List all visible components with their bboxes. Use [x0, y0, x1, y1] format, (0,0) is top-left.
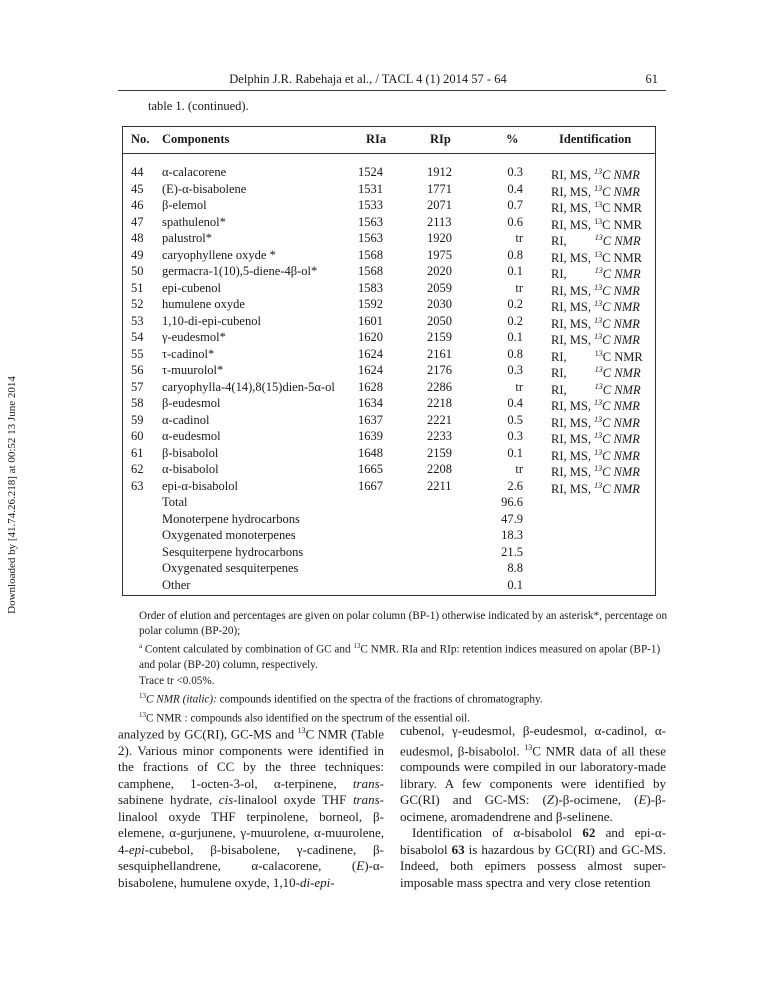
summary-row [123, 577, 655, 593]
identification: RI, MS, $^{13}$C NMR [551, 464, 640, 480]
row-number: 59 [131, 412, 144, 427]
component-name: α-calacorene [162, 165, 227, 179]
percent-value: 0.3 [507, 165, 523, 179]
table-row [123, 263, 655, 282]
identification: RI, $^{13}$C NMR [551, 381, 641, 397]
row-number: 58 [131, 396, 144, 410]
row-number: 51 [131, 280, 144, 295]
identification: RI, MS, $^{13}$C NMR [551, 282, 640, 298]
rip-value: 2020 [427, 264, 452, 278]
percent-value: tr [515, 462, 523, 476]
component-name: palustrol* [162, 231, 212, 245]
identification: RI, $^{13}$C NMR [551, 365, 641, 381]
ria-value: 1563 [358, 231, 383, 245]
table-caption: table 1. (continued). [148, 99, 249, 113]
identification: RI, MS, $^{13}$C NMR [551, 200, 643, 216]
identification: RI, MS, $^{13}$C NMR [551, 249, 643, 265]
identification: RI, $^{13}$C NMR [551, 233, 641, 249]
rip-value: 2159 [427, 330, 452, 344]
rip-value: 1975 [427, 247, 452, 262]
summary-percent: 0.1 [507, 577, 523, 592]
percent-value: 2.6 [507, 478, 523, 493]
identification: RI, $^{13}$C NMR [551, 348, 643, 364]
component-name: caryophyllene oxyde * [162, 247, 276, 262]
row-number: 57 [131, 379, 144, 394]
body-paragraph: cubenol, γ-eudesmol, β-eudesmol, α-cadinol, α-eudesmol, β-bisabolol. $^{13}$C NMR data of all these compounds were compiled in our laboratory-made library. A few components were identified by GC(RI) and GC-MS: (Z)-β-ocimene, (E)-β-ocimene, aromadendrene and β-selinene. [400, 723, 666, 824]
summary-row [123, 544, 655, 560]
row-number: 45 [131, 181, 144, 196]
component-name: spathulenol* [162, 214, 226, 229]
percent-value: 0.4 [507, 396, 523, 410]
table-row [123, 379, 655, 395]
summary-percent: 21.5 [501, 544, 523, 559]
body-column-right [400, 723, 666, 891]
ria-value: 1624 [358, 363, 383, 377]
table-row [123, 214, 655, 230]
ria-value: 1563 [358, 214, 383, 229]
ria-value: 1568 [358, 247, 383, 262]
note-italic-nmr: $^{13}$C NMR (italic): compounds identified on the spectra of the fractions of chromatography. [139, 691, 543, 706]
rip-value: 2286 [427, 379, 452, 394]
note-content: $^a$ Content calculated by combination of GC and $^{13}$C NMR. RIa and RIp: retention indices measured on apolar (BP-1) and polar (BP-20) column, respectively. [139, 642, 661, 672]
component-name: γ-eudesmol* [162, 330, 226, 344]
note-trace: Trace tr <0.05%. [139, 674, 215, 687]
ria-value: 1628 [358, 379, 383, 394]
body-column-left [118, 723, 384, 891]
component-name: caryophylla-4(14),8(15)dien-5α-ol [162, 379, 335, 394]
summary-row [123, 511, 655, 527]
percent-value: 0.3 [507, 429, 523, 443]
page-number: 61 [645, 72, 658, 86]
row-number: 55 [131, 346, 144, 361]
rip-value: 1920 [427, 231, 452, 245]
identification: RI, MS, $^{13}$C NMR [551, 398, 640, 414]
component-name: β-bisabolol [162, 445, 219, 460]
component-name: (E)-α-bisabolene [162, 181, 247, 196]
table-row [123, 412, 655, 428]
percent-value: 0.8 [507, 247, 523, 262]
table-row [123, 197, 655, 216]
ria-value: 1592 [358, 297, 383, 311]
summary-percent: 8.8 [507, 561, 523, 575]
ria-value: 1601 [358, 313, 383, 328]
rip-value: 2218 [427, 396, 452, 410]
component-name: α-bisabolol [162, 462, 219, 476]
rip-value: 2159 [427, 445, 452, 460]
table-row [123, 280, 655, 296]
table-row [123, 329, 655, 348]
rip-value: 2050 [427, 313, 452, 328]
summary-label: Monoterpene hydrocarbons [162, 511, 300, 526]
components-table [122, 126, 656, 596]
rip-value: 1771 [427, 181, 452, 196]
component-name: β-elemol [162, 198, 207, 212]
identification: RI, MS, $^{13}$C NMR [551, 480, 640, 496]
identification: RI, MS, $^{13}$C NMR [551, 183, 640, 199]
summary-label: Oxygenated sesquiterpenes [162, 561, 299, 575]
ria-value: 1634 [358, 396, 383, 410]
header-divider [123, 153, 655, 154]
identification: RI, MS, $^{13}$C NMR [551, 414, 640, 430]
component-name: humulene oxyde [162, 297, 245, 311]
ria-value: 1637 [358, 412, 383, 427]
col-header-ria: RIa [366, 132, 387, 146]
percent-value: 0.1 [507, 330, 523, 344]
row-number: 61 [131, 445, 144, 460]
row-number: 50 [131, 264, 144, 278]
table-row [123, 181, 655, 197]
download-watermark [2, 360, 22, 630]
summary-row [123, 560, 655, 576]
summary-percent: 96.6 [501, 495, 523, 509]
ria-value: 1665 [358, 462, 383, 476]
percent-value: 0.8 [507, 346, 523, 361]
table-row [123, 395, 655, 414]
rip-value: 2208 [427, 462, 452, 476]
row-number: 52 [131, 297, 144, 311]
row-number: 48 [131, 231, 144, 245]
note-normal-nmr: $^{13}$C NMR : compounds also identified on the spectrum of the essential oil. [139, 710, 471, 725]
header-reference: Delphin J.R. Rabehaja et al., / TACL 4 (1) 2014 57 - 64 [229, 72, 507, 86]
table-row [123, 313, 655, 329]
row-number: 53 [131, 313, 144, 328]
percent-value: 0.1 [507, 264, 523, 278]
ria-value: 1533 [358, 198, 383, 212]
percent-value: 0.2 [507, 313, 523, 328]
percent-value: 0.5 [507, 412, 523, 427]
table-row [123, 478, 655, 494]
percent-value: tr [515, 379, 523, 394]
col-header-rip: RIp [430, 132, 451, 146]
download-watermark-text: Downloaded by [41.74.26.218] at 00:52 13 June 2014 [6, 376, 18, 614]
rip-value: 2221 [427, 412, 452, 427]
row-number: 63 [131, 478, 144, 493]
table-row [123, 445, 655, 461]
percent-value: 0.3 [507, 363, 523, 377]
component-name: epi-cubenol [162, 280, 222, 295]
col-header-percent: % [506, 132, 519, 146]
identification: RI, MS, $^{13}$C NMR [551, 167, 640, 183]
row-number: 44 [131, 165, 144, 179]
col-header-identification: Identification [559, 132, 632, 146]
rip-value: 2161 [427, 346, 452, 361]
identification: RI, MS, $^{13}$C NMR [551, 332, 640, 348]
percent-value: 0.4 [507, 181, 523, 196]
identification: RI, MS, $^{13}$C NMR [551, 315, 640, 331]
percent-value: tr [515, 280, 523, 295]
body-paragraph: Identification of α-bisabolol 62 and epi-α-bisabolol 63 is hazardous by GC(RI) and GC-MS. Indeed, both epimers possess almost super-imposable mass spectra and very close retention [400, 825, 666, 890]
running-header [118, 70, 666, 91]
table-row [123, 164, 655, 183]
component-name: α-cadinol [162, 412, 210, 427]
rip-value: 2113 [427, 214, 452, 229]
summary-label: Total [162, 495, 188, 509]
ria-value: 1667 [358, 478, 383, 493]
note-elution: Order of elution and percentages are given on polar column (BP-1) otherwise indicated by an asterisk*, percentage on polar column (BP-20); [139, 610, 668, 638]
rip-value: 1912 [427, 165, 452, 179]
identification: RI, MS, $^{13}$C NMR [551, 447, 640, 463]
ria-value: 1648 [358, 445, 383, 460]
percent-value: tr [515, 231, 523, 245]
row-number: 60 [131, 429, 144, 443]
component-name: epi-α-bisabolol [162, 478, 238, 493]
summary-row [123, 527, 655, 543]
summary-label: Sesquiterpene hydrocarbons [162, 544, 304, 559]
ria-value: 1524 [358, 165, 383, 179]
rip-value: 2233 [427, 429, 452, 443]
table-row [123, 230, 655, 249]
summary-label: Other [162, 577, 191, 592]
identification: RI, MS, $^{13}$C NMR [551, 299, 640, 315]
ria-value: 1639 [358, 429, 383, 443]
summary-percent: 47.9 [501, 511, 523, 526]
table-footnotes [139, 609, 669, 727]
summary-row [123, 494, 655, 510]
summary-label: Oxygenated monoterpenes [162, 528, 296, 542]
rip-value: 2211 [427, 478, 452, 493]
percent-value: 0.2 [507, 297, 523, 311]
row-number: 49 [131, 247, 144, 262]
rip-value: 2071 [427, 198, 452, 212]
ria-value: 1583 [358, 280, 383, 295]
row-number: 47 [131, 214, 144, 229]
percent-value: 0.1 [507, 445, 523, 460]
component-name: α-eudesmol [162, 429, 221, 443]
ria-value: 1620 [358, 330, 383, 344]
component-name: τ-cadinol* [162, 346, 215, 361]
rip-value: 2059 [427, 280, 452, 295]
row-number: 46 [131, 198, 144, 212]
component-name: τ-muurolol* [162, 363, 224, 377]
row-number: 62 [131, 462, 144, 476]
col-header-no: No. [131, 132, 150, 146]
table-row [123, 296, 655, 315]
rip-value: 2176 [427, 363, 452, 377]
row-number: 54 [131, 330, 144, 344]
ria-value: 1531 [358, 181, 383, 196]
table-row [123, 247, 655, 263]
ria-value: 1624 [358, 346, 383, 361]
identification: RI, MS, $^{13}$C NMR [551, 216, 643, 232]
table-row [123, 362, 655, 381]
percent-value: 0.6 [507, 214, 523, 229]
component-name: germacra-1(10),5-diene-4β-ol* [162, 264, 318, 278]
percent-value: 0.7 [507, 198, 523, 212]
table-row [123, 461, 655, 480]
summary-percent: 18.3 [501, 528, 523, 542]
table-row [123, 428, 655, 447]
row-number: 56 [131, 363, 144, 377]
ria-value: 1568 [358, 264, 383, 278]
component-name: 1,10-di-epi-cubenol [162, 313, 261, 328]
identification: RI, $^{13}$C NMR [551, 266, 641, 282]
component-name: β-eudesmol [162, 396, 221, 410]
identification: RI, MS, $^{13}$C NMR [551, 431, 640, 447]
table-row [123, 346, 655, 362]
col-header-components: Components [162, 132, 230, 146]
rip-value: 2030 [427, 297, 452, 311]
body-paragraph: analyzed by GC(RI), GC-MS and $^{13}$C NMR (Table 2). Various minor components were identified in the fractions of CC by the three techniques: camphene, 1-octen-3-ol, α-terpinene, trans-sabinene hydrate, cis-linalool oxyde THF trans-linalool oxyde THF terpinolene, borneol, β-elemene, α-gurjunene, γ-muurolene, α-muurolene, 4-epi-cubebol, β-bisabolene, γ-cadinene, β-sesquiphellandrene, α-calacorene, (E)-α-bisabolene, humulene oxyde, 1,10-di-epi- [118, 726, 385, 890]
